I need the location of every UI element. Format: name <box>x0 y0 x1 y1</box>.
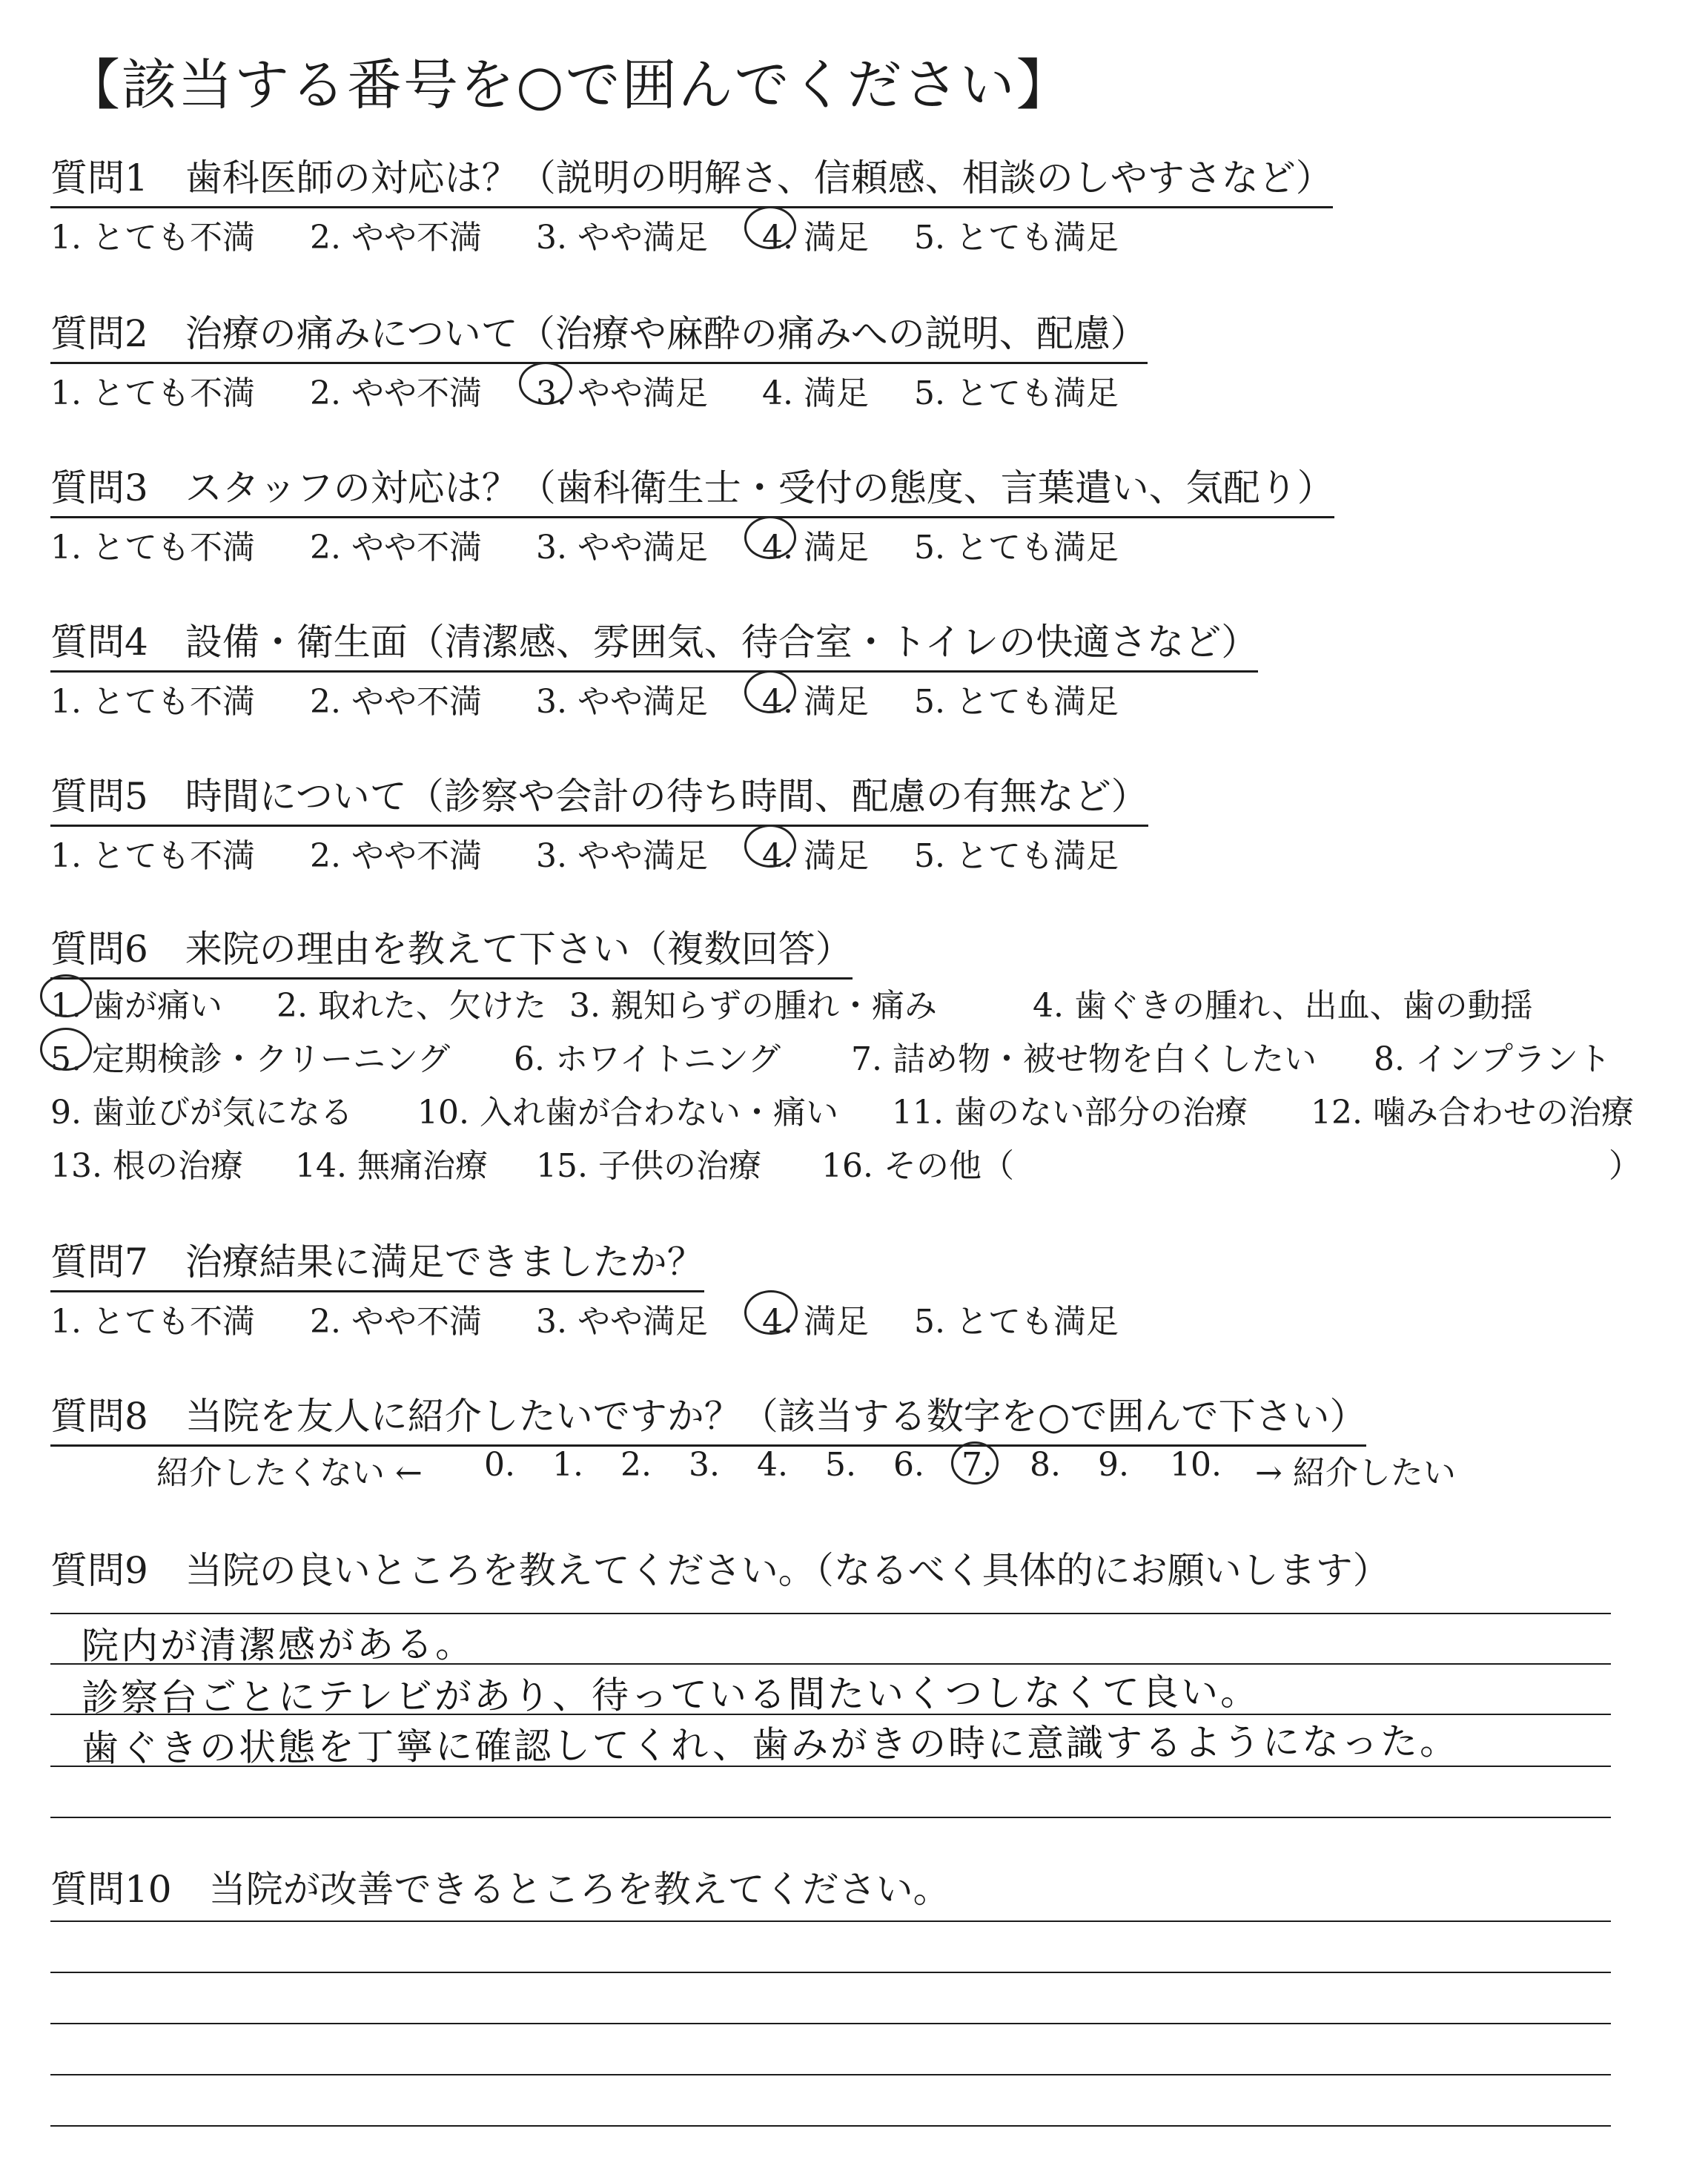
q4-option-2[interactable]: 2. やや不満 <box>310 683 482 721</box>
q8-option-2[interactable]: 2. <box>620 1446 652 1484</box>
q8-option-10[interactable]: 10. <box>1170 1446 1222 1484</box>
q7-option-2[interactable]: 2. やや不満 <box>310 1303 482 1341</box>
q8-selection-circle <box>951 1441 999 1484</box>
q6-option-9[interactable]: 9. 歯並びが気になる <box>50 1094 353 1132</box>
q6-option-4[interactable]: 4. 歯ぐきの腫れ、出血、歯の動揺 <box>1033 987 1533 1025</box>
q3-option-2[interactable]: 2. やや不満 <box>310 529 482 567</box>
q5-option-3[interactable]: 3. やや満足 <box>536 837 708 875</box>
q10-answer-line-2[interactable] <box>50 1972 1611 1973</box>
q2-selection-circle <box>519 362 572 405</box>
q10-answer-line-3[interactable] <box>50 2023 1611 2024</box>
q2-option-3[interactable]: 3. やや満足 <box>536 374 708 412</box>
q6-other-close-paren: ） <box>1609 1147 1641 1185</box>
q9-handwritten-answer-1: 院内が清潔感がある。 <box>81 1622 475 1668</box>
q4-option-3[interactable]: 3. やや満足 <box>536 683 708 721</box>
q9-handwritten-answer-3: 歯ぐきの状態を丁寧に確認してくれ、歯みがきの時に意識するようになった。 <box>81 1720 1460 1770</box>
q3-selection-circle <box>744 516 796 559</box>
q4-option-1[interactable]: 1. とても不満 <box>50 683 255 721</box>
q8-left-label: 紹介したくない ← <box>156 1454 423 1492</box>
q8-option-9[interactable]: 9. <box>1098 1446 1129 1484</box>
q6-options-row-1 <box>50 979 1681 1025</box>
q2-option-5[interactable]: 5. とても満足 <box>914 374 1119 412</box>
q9-handwritten-answer-2: 診察台ごとにテレビがあり、待っている間たいくつしなくて良い。 <box>81 1670 1260 1720</box>
q8-option-0[interactable]: 0. <box>484 1446 515 1484</box>
q10-answer-line-1[interactable] <box>50 1920 1611 1922</box>
q5-selection-circle <box>744 825 796 868</box>
q6-option-14[interactable]: 14. 無痛治療 <box>295 1147 488 1185</box>
q4-title: 質問4 設備・衛生面（清潔感、雰囲気、待合室・トイレの快適さなど） <box>50 612 1258 673</box>
q3-option-5[interactable]: 5. とても満足 <box>914 529 1119 567</box>
q6-option-1[interactable]: 1. 歯が痛い <box>50 987 222 1025</box>
q5-title: 質問5 時間について（診察や会計の待ち時間、配慮の有無など） <box>50 767 1148 827</box>
q10-answer-line-4[interactable] <box>50 2074 1611 2075</box>
q6-title: 質問6 来院の理由を教えて下さい（複数回答） <box>50 919 853 980</box>
q5-option-5[interactable]: 5. とても満足 <box>914 837 1119 875</box>
q4-option-5[interactable]: 5. とても満足 <box>914 683 1119 721</box>
q6-option-11[interactable]: 11. 歯のない部分の治療 <box>892 1094 1248 1132</box>
q1-option-1[interactable]: 1. とても不満 <box>50 219 255 257</box>
q4-selection-circle <box>744 670 796 713</box>
q1-options <box>50 211 1681 257</box>
q1-option-5[interactable]: 5. とても満足 <box>914 219 1119 257</box>
q8-option-1[interactable]: 1. <box>552 1446 583 1484</box>
q2-option-2[interactable]: 2. やや不満 <box>310 374 482 412</box>
q6-options-row-4 <box>50 1139 1681 1185</box>
q6-option-16[interactable]: 16. その他（ <box>821 1147 1014 1185</box>
q6-option-10[interactable]: 10. 入れ歯が合わない・痛い <box>417 1094 838 1132</box>
q9-answer-line-5 <box>50 1817 1611 1818</box>
q1-title: 質問1 歯科医師の対応は？（説明の明解さ、信頼感、相談のしやすさなど） <box>50 148 1333 208</box>
q5-option-1[interactable]: 1. とても不満 <box>50 837 255 875</box>
q6-option-5[interactable]: 5. 定期検診・クリーニング <box>50 1040 451 1078</box>
q3-option-3[interactable]: 3. やや満足 <box>536 529 708 567</box>
q10-title: 質問10 当院が改善できるところを教えてください。 <box>50 1868 950 1911</box>
q1-option-2[interactable]: 2. やや不満 <box>310 219 482 257</box>
q6-options-row-2 <box>50 1032 1681 1078</box>
q9-title: 質問9 当院の良いところを教えてください。（なるべく具体的にお願いします） <box>50 1549 1390 1592</box>
q6-option-7[interactable]: 7. 詰め物・被せ物を白くしたい <box>851 1040 1317 1078</box>
q3-title: 質問3 スタッフの対応は？（歯科衛生士・受付の態度、言葉遣い、気配り） <box>50 458 1334 518</box>
q6-selection-circle-1 <box>40 974 92 1017</box>
q6-option-8[interactable]: 8. インプラント <box>1374 1040 1611 1078</box>
q2-option-1[interactable]: 1. とても不満 <box>50 374 255 412</box>
q6-option-12[interactable]: 12. 噛み合わせの治療 <box>1311 1094 1634 1132</box>
q6-option-3[interactable]: 3. 親知らずの腫れ・痛み <box>569 987 937 1025</box>
q7-option-4[interactable]: 4. 満足 <box>762 1303 869 1341</box>
instruction-header: 【該当する番号を○で囲んでください】 <box>65 53 1073 117</box>
q4-options <box>50 675 1681 721</box>
q2-title: 質問2 治療の痛みについて（治療や麻酔の痛みへの説明、配慮） <box>50 304 1148 364</box>
q9-answer-line-1 <box>50 1613 1611 1614</box>
q8-right-label: → 紹介したい <box>1255 1454 1456 1492</box>
q7-option-1[interactable]: 1. とても不満 <box>50 1303 255 1341</box>
q6-option-6[interactable]: 6. ホワイトニング <box>514 1040 781 1078</box>
q7-option-3[interactable]: 3. やや満足 <box>536 1303 708 1341</box>
q8-option-3[interactable]: 3. <box>689 1446 720 1484</box>
q6-option-2[interactable]: 2. 取れた、欠けた <box>277 987 546 1025</box>
q7-selection-circle <box>744 1290 798 1335</box>
q8-options <box>50 1446 1681 1492</box>
q8-option-8[interactable]: 8. <box>1030 1446 1061 1484</box>
q6-option-15[interactable]: 15. 子供の治療 <box>536 1147 761 1185</box>
q8-title: 質問8 当院を友人に紹介したいですか？（該当する数字を○で囲んで下さい） <box>50 1387 1366 1447</box>
q5-option-4[interactable]: 4. 満足 <box>762 837 869 875</box>
q4-option-4[interactable]: 4. 満足 <box>762 683 869 721</box>
q3-options <box>50 521 1681 567</box>
q8-option-5[interactable]: 5. <box>825 1446 856 1484</box>
q7-options <box>50 1295 1681 1341</box>
q2-option-4[interactable]: 4. 満足 <box>762 374 869 412</box>
q3-option-1[interactable]: 1. とても不満 <box>50 529 255 567</box>
q3-option-4[interactable]: 4. 満足 <box>762 529 869 567</box>
q1-selection-circle <box>744 206 796 249</box>
q2-options <box>50 366 1681 412</box>
q5-options <box>50 829 1681 875</box>
q6-options-row-3 <box>50 1086 1681 1132</box>
q8-option-4[interactable]: 4. <box>757 1446 788 1484</box>
q7-option-5[interactable]: 5. とても満足 <box>914 1303 1119 1341</box>
q10-answer-line-5[interactable] <box>50 2125 1611 2127</box>
q1-option-3[interactable]: 3. やや満足 <box>536 219 708 257</box>
q6-option-13[interactable]: 13. 根の治療 <box>50 1147 243 1185</box>
q8-option-6[interactable]: 6. <box>893 1446 924 1484</box>
q5-option-2[interactable]: 2. やや不満 <box>310 837 482 875</box>
q1-option-4[interactable]: 4. 満足 <box>762 219 869 257</box>
q6-selection-circle-5 <box>40 1028 92 1071</box>
q8-option-7[interactable]: 7. <box>961 1446 993 1484</box>
q7-title: 質問7 治療結果に満足できましたか？ <box>50 1232 704 1292</box>
